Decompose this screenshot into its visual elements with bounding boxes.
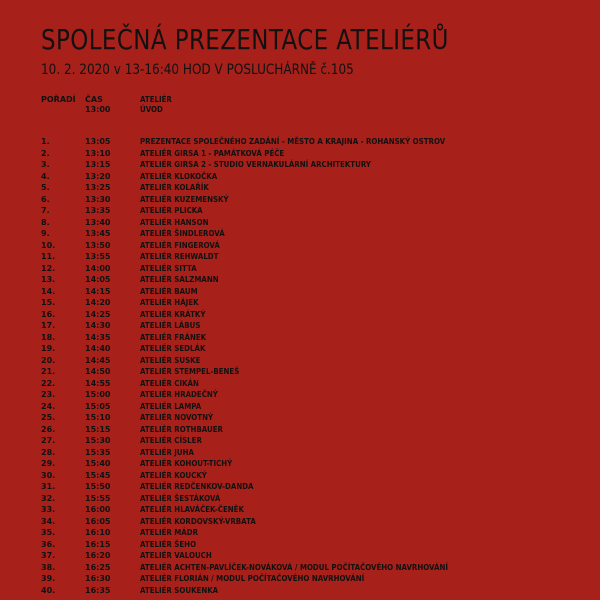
time-cell: 15:30 (85, 436, 111, 445)
order-cell: 7. (41, 206, 50, 215)
table-row (41, 504, 571, 516)
studio-cell: ATELIÉR ŠESTÁKOVÁ (140, 493, 221, 503)
table-row (41, 401, 571, 413)
studio-cell: ATELIÉR REDČENKOV-DANDA (140, 482, 254, 491)
order-cell: 11. (41, 252, 56, 261)
event-date-location: 10. 2. 2020 v 13-16:40 HOD V POSLUCHÁRNĚ č.105 (41, 62, 354, 78)
order-cell: 30. (41, 470, 56, 480)
table-header-row (41, 95, 571, 105)
studio-cell: ATELIÉR KRÁTKÝ (140, 309, 206, 319)
order-cell: 10. (41, 240, 56, 250)
time-cell: 14:35 (85, 332, 111, 342)
table-row (41, 355, 571, 367)
order-cell: 25. (41, 413, 56, 422)
table-row (41, 562, 571, 574)
studio-cell: ATELIÉR PLICKA (140, 206, 203, 215)
order-cell: 15. (41, 298, 56, 307)
studio-cell: ATELIÉR ACHTEN-PAVLÍČEK-NOVÁKOVÁ / MODUL POČÍTAČOVÉHO NAVRHOVÁNÍ (140, 562, 448, 572)
table-row (41, 309, 571, 321)
table-row (41, 447, 571, 459)
order-cell: 29. (41, 459, 56, 468)
order-cell: 12. (41, 263, 56, 273)
order-cell: 8. (41, 217, 50, 227)
studio-cell: ATELIÉR JUHA (140, 447, 194, 457)
studio-cell: ATELIÉR KOHOUT-TICHÝ (140, 459, 233, 468)
order-cell: 22. (41, 378, 56, 388)
studio-cell: ATELIÉR SITTA (140, 263, 197, 273)
table-row (41, 412, 571, 424)
order-cell: 21. (41, 367, 56, 376)
time-column-header: ČAS (85, 95, 103, 104)
table-row (41, 320, 571, 332)
schedule-rows (41, 136, 571, 596)
studio-cell: ATELIÉR SOUKENKA (140, 585, 219, 595)
order-cell: 24. (41, 401, 56, 411)
studio-cell: ATELIÉR KOUCKÝ (140, 470, 207, 480)
time-cell: 13:20 (85, 171, 111, 181)
order-cell: 3. (41, 160, 50, 169)
table-row (41, 550, 571, 562)
table-row (41, 286, 571, 298)
studio-cell: ATELIÉR FINGEROVÁ (140, 240, 220, 250)
time-cell: 13:10 (85, 148, 111, 158)
studio-cell: ATELIÉR MÁDR (140, 528, 199, 537)
time-cell: 13:05 (85, 137, 111, 146)
time-cell: 16:05 (85, 516, 111, 526)
table-section-spacer (41, 116, 571, 136)
time-cell: 13:30 (85, 194, 111, 204)
table-row (41, 205, 571, 217)
table-row (41, 389, 571, 401)
table-row (41, 251, 571, 263)
table-row (41, 148, 571, 160)
time-cell: 14:30 (85, 321, 111, 330)
order-cell: 34. (41, 516, 56, 526)
time-cell: 16:15 (85, 539, 111, 549)
table-row (41, 332, 571, 344)
studio-cell: ATELIÉR SEDLÁK (140, 344, 206, 353)
order-cell: 36. (41, 539, 56, 549)
studio-cell: ATELIÉR CÍSLER (140, 436, 202, 445)
time-cell: 16:35 (85, 585, 111, 595)
time-cell: 15:55 (85, 493, 111, 503)
studio-cell: PREZENTACE SPOLEČNÉHO ZADÁNÍ - MĚSTO A KRAJINA - ROHANSKÝ OSTROV (140, 137, 446, 146)
time-cell: 14:55 (85, 378, 111, 388)
studio-cell: ATELIÉR LAMPA (140, 401, 202, 411)
time-cell: 14:25 (85, 309, 111, 319)
order-cell: 5. (41, 183, 50, 192)
order-cell: 19. (41, 344, 56, 353)
table-row (41, 240, 571, 252)
time-cell: 15:50 (85, 482, 111, 491)
time-cell: 13:50 (85, 240, 111, 250)
order-cell: 39. (41, 574, 56, 583)
table-row (41, 573, 571, 585)
studio-cell: ATELIÉR HLAVÁČEK-ČENĚK (140, 505, 244, 514)
order-cell: 27. (41, 436, 56, 445)
time-cell: 15:00 (85, 390, 111, 399)
table-row (41, 458, 571, 470)
time-cell: 15:05 (85, 401, 111, 411)
studio-cell: ATELIÉR ŠEHO (140, 539, 197, 549)
order-cell: 35. (41, 528, 56, 537)
time-cell: 14:20 (85, 298, 111, 307)
page-title: SPOLEČNÁ PREZENTACE ATELIÉRŮ (41, 23, 449, 56)
order-cell: 1. (41, 137, 50, 146)
table-row (41, 516, 571, 528)
time-cell: 14:45 (85, 355, 111, 365)
table-row (41, 424, 571, 436)
time-cell: 16:00 (85, 505, 111, 514)
studio-column-header: ATELIÉR (140, 95, 172, 104)
studio-cell: ATELIÉR ŠINDLEROVÁ (140, 229, 225, 238)
intro-studio-cell: ÚVOD (140, 105, 163, 114)
table-row (41, 585, 571, 597)
time-cell: 14:50 (85, 367, 111, 376)
table-row (41, 527, 571, 539)
order-cell: 33. (41, 505, 56, 514)
table-row (41, 297, 571, 309)
studio-cell: ATELIÉR BAUM (140, 286, 198, 296)
intro-time-cell: 13:00 (85, 105, 111, 114)
studio-cell: ATELIÉR ROTHBAUER (140, 424, 223, 434)
studio-cell: ATELIÉR SALZMANN (140, 275, 219, 284)
studio-cell: ATELIÉR KUZEMENSKÝ (140, 194, 229, 204)
studio-cell: ATELIÉR VALOUCH (140, 551, 212, 560)
studio-cell: ATELIÉR KOLAŘÍK (140, 183, 209, 192)
time-cell: 14:15 (85, 286, 111, 296)
time-cell: 15:10 (85, 413, 111, 422)
order-cell: 9. (41, 229, 50, 238)
table-row (41, 159, 571, 171)
order-cell: 23. (41, 390, 56, 399)
studio-cell: ATELIÉR KORDOVSKÝ-VRBATA (140, 516, 256, 526)
studio-cell: ATELIÉR GIRSA 1 - PAMÁTKOVÁ PÉČE (140, 148, 285, 158)
table-row (41, 274, 571, 286)
table-row (41, 228, 571, 240)
order-cell: 40. (41, 585, 56, 595)
order-cell: 14. (41, 286, 56, 296)
order-cell: 13. (41, 275, 56, 284)
order-cell: 28. (41, 447, 56, 457)
table-row (41, 378, 571, 390)
table-row (41, 493, 571, 505)
studio-cell: ATELIÉR NOVOTNÝ (140, 413, 214, 422)
presentation-schedule-table (41, 95, 571, 596)
intro-row (41, 105, 571, 116)
time-cell: 14:00 (85, 263, 111, 273)
studio-cell: ATELIÉR FRÁNEK (140, 332, 207, 342)
table-row (41, 539, 571, 551)
studio-cell: ATELIÉR HÁJEK (140, 298, 199, 307)
order-cell: 26. (41, 424, 56, 434)
time-cell: 13:35 (85, 206, 111, 215)
time-cell: 15:35 (85, 447, 111, 457)
table-row (41, 182, 571, 194)
table-row (41, 263, 571, 275)
time-cell: 16:30 (85, 574, 111, 583)
order-cell: 4. (41, 171, 50, 181)
order-cell: 32. (41, 493, 56, 503)
order-cell: 16. (41, 309, 56, 319)
time-cell: 14:40 (85, 344, 111, 353)
table-row (41, 194, 571, 206)
table-row (41, 366, 571, 378)
time-cell: 13:40 (85, 217, 111, 227)
table-row (41, 171, 571, 183)
table-row (41, 435, 571, 447)
studio-cell: ATELIÉR HRADEČNÝ (140, 390, 218, 399)
time-cell: 16:10 (85, 528, 111, 537)
time-cell: 16:25 (85, 562, 111, 572)
table-row (41, 343, 571, 355)
studio-cell: ATELIÉR GIRSA 2 - STUDIO VERNAKULÁRNÍ ARCHITEKTURY (140, 160, 371, 169)
time-cell: 13:55 (85, 252, 111, 261)
order-cell: 20. (41, 355, 56, 365)
table-row (41, 481, 571, 493)
studio-cell: ATELIÉR HANSON (140, 217, 209, 227)
order-cell: 31. (41, 482, 56, 491)
studio-cell: ATELIÉR CIKÁN (140, 378, 199, 388)
studio-cell: ATELIÉR SUSKE (140, 355, 201, 365)
order-cell: 6. (41, 194, 50, 204)
table-row (41, 136, 571, 148)
studio-cell: ATELIÉR KLOKOČKA (140, 171, 218, 181)
order-cell: 17. (41, 321, 56, 330)
time-cell: 13:45 (85, 229, 111, 238)
table-row (41, 217, 571, 229)
time-cell: 16:20 (85, 551, 111, 560)
studio-cell: ATELIÉR STEMPEL-BENEŠ (140, 367, 240, 376)
studio-cell: ATELIÉR REHWALDT (140, 252, 219, 261)
order-cell: 2. (41, 148, 50, 158)
order-cell: 18. (41, 332, 56, 342)
order-cell: 38. (41, 562, 56, 572)
table-row (41, 470, 571, 482)
studio-cell: ATELIÉR LÁBUS (140, 321, 201, 330)
time-cell: 15:15 (85, 424, 111, 434)
time-cell: 13:25 (85, 183, 111, 192)
order-column-header: POŘADÍ (41, 95, 76, 104)
time-cell: 15:40 (85, 459, 111, 468)
studio-cell: ATELIÉR FLORIÁN / MODUL POČÍTAČOVÉHO NAVRHOVÁNÍ (140, 574, 365, 583)
order-cell: 37. (41, 551, 56, 560)
time-cell: 13:15 (85, 160, 111, 169)
time-cell: 14:05 (85, 275, 111, 284)
time-cell: 15:45 (85, 470, 111, 480)
